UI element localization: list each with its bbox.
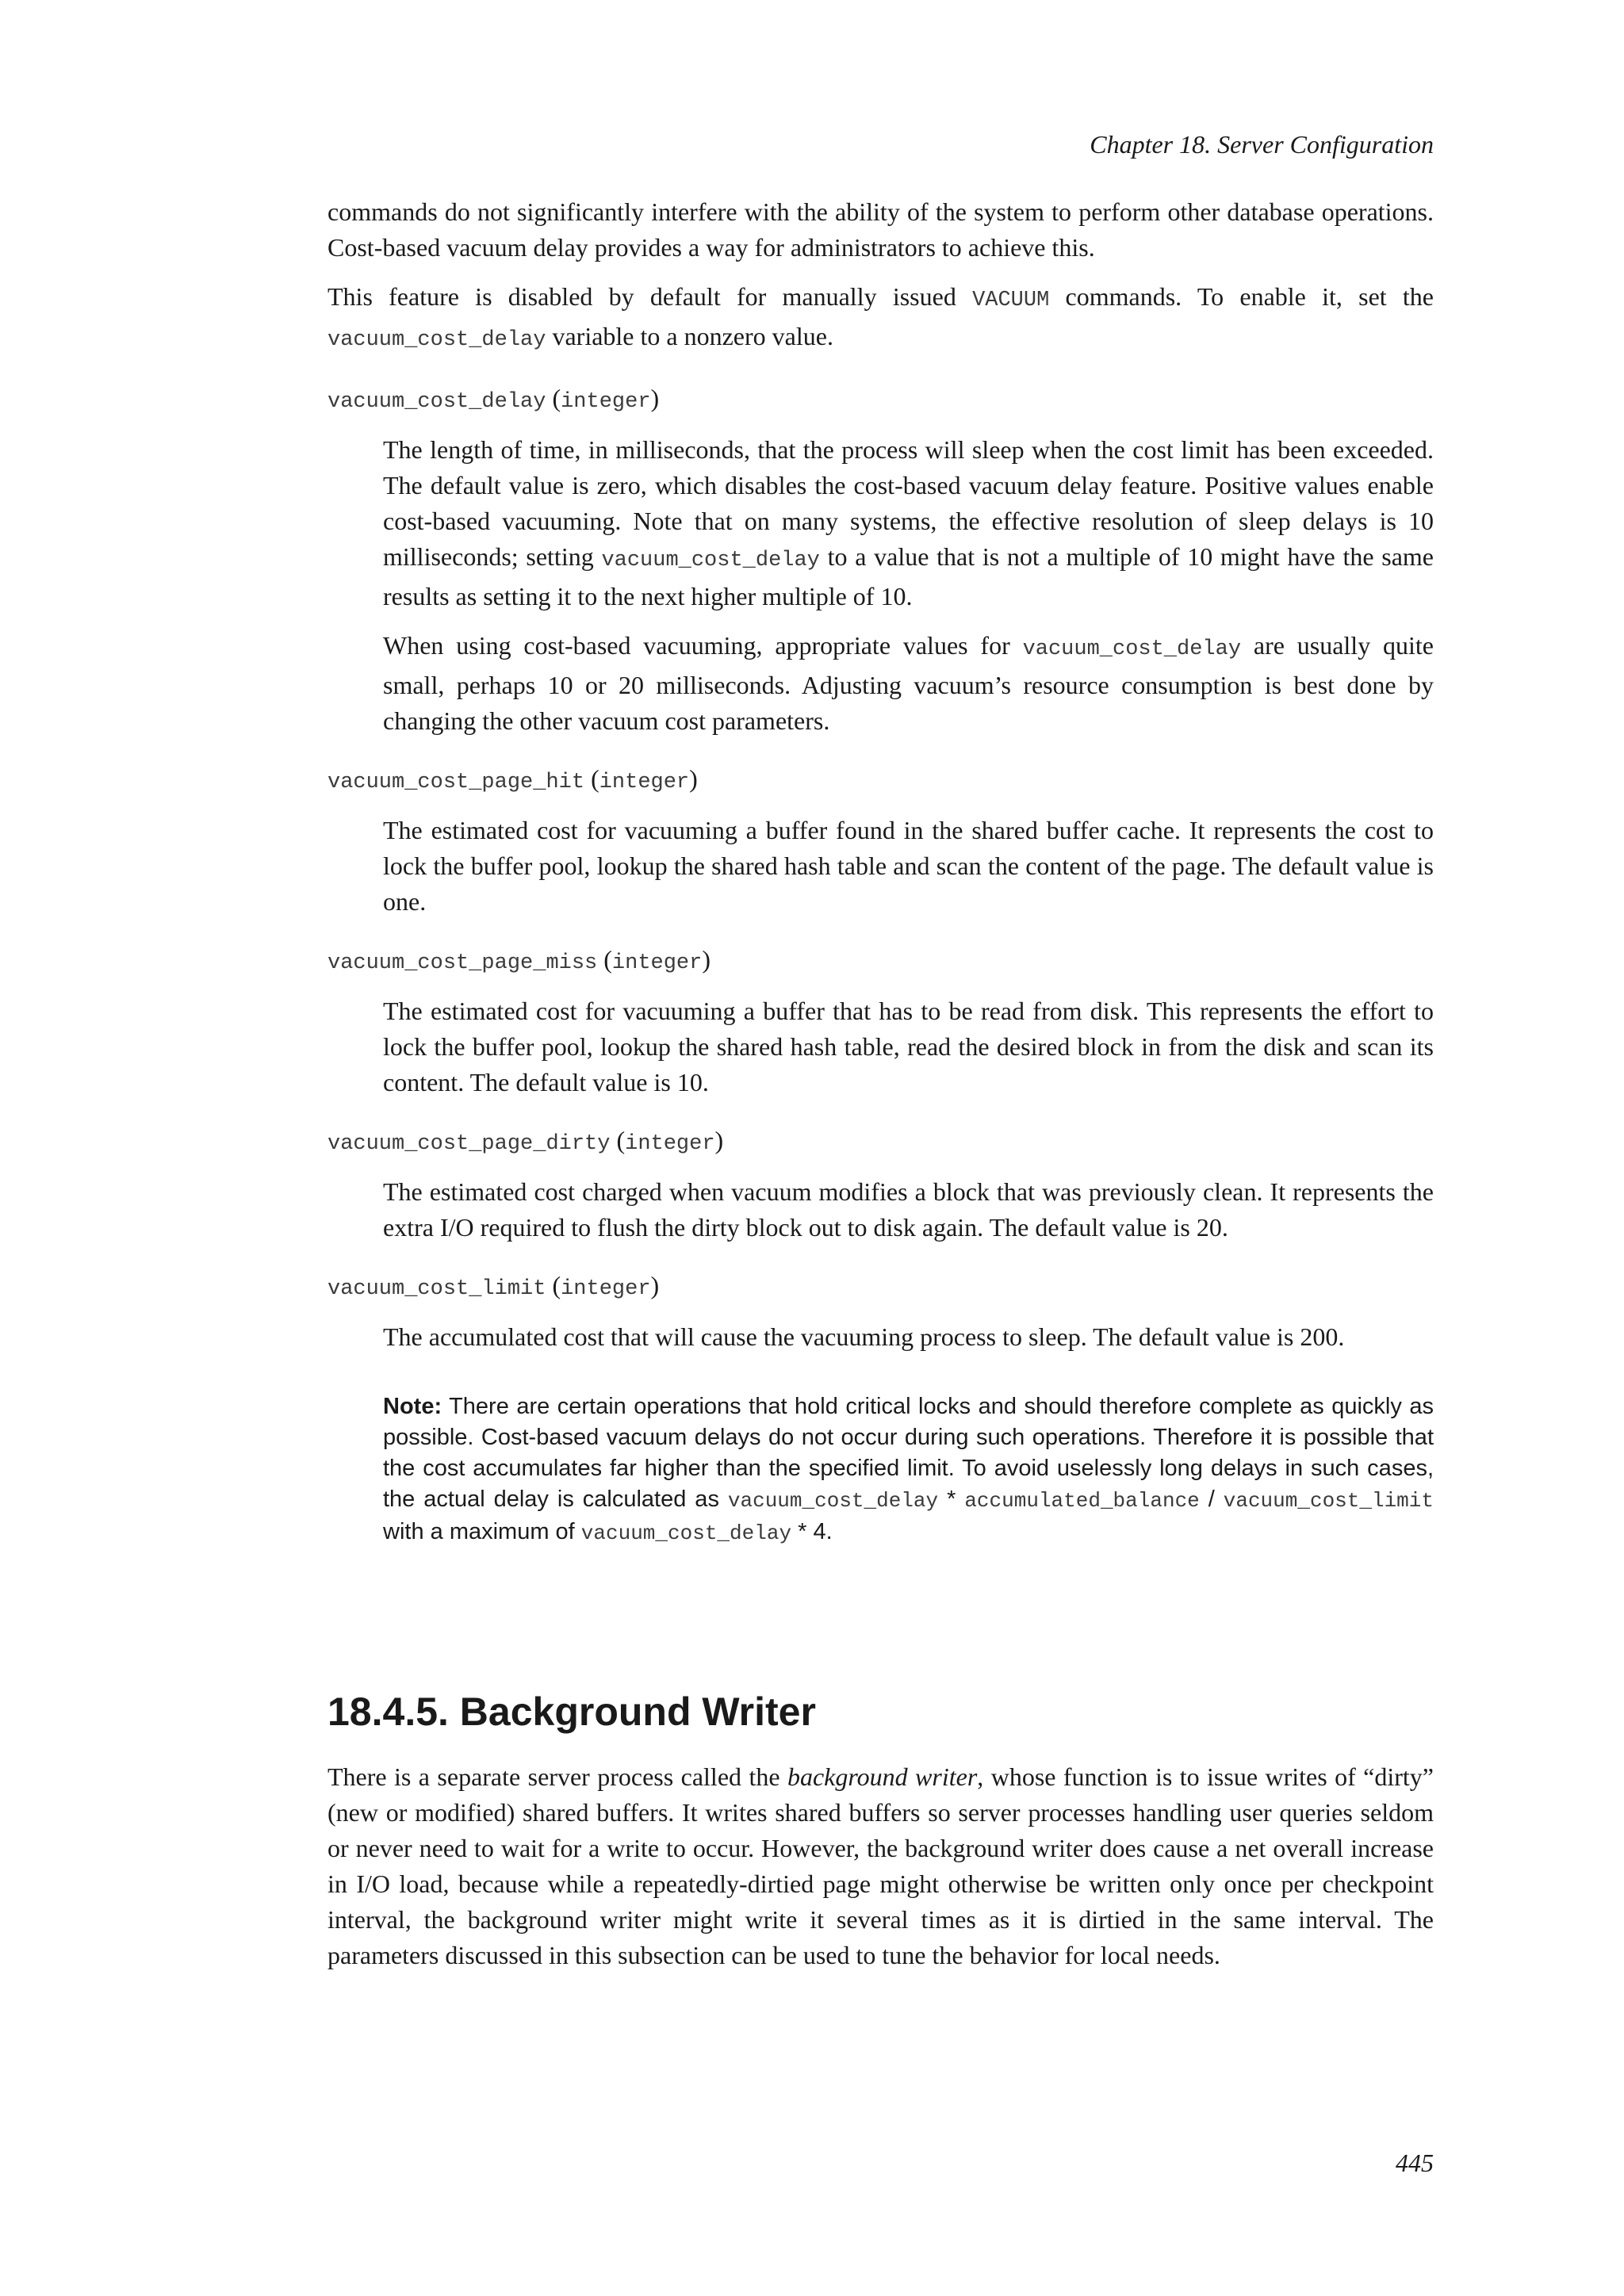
param-desc-paragraph	[383, 432, 1434, 614]
param-desc-vacuum-cost-limit	[383, 1319, 1434, 1355]
text-span: with a maximum of	[383, 1519, 581, 1544]
section-heading: 18.4.5. Background Writer	[327, 1689, 816, 1734]
text-span: The length of time, in milliseconds, that the process will sleep when the cost limit has been exceeded. The default value is zero, which disables the cost-based vacuum delay feature. Positive values enable cost-based vacuuming. Note that on many systems, the effective resolution of sleep delays is 10 milliseconds; setting	[383, 435, 1434, 571]
param-term-vacuum-cost-page-miss: vacuum_cost_page_miss (integer)	[327, 945, 710, 975]
text-span: to a value that is not a multiple of 10 might have the same results as setting it to the next higher multiple of 10.	[383, 542, 1434, 610]
text-span: , whose function is to issue writes of “dirty” (new or modified) shared buffers. It writes shared buffers so server processes handling user queries seldom or never need to wait for a write to occur. However, the background writer does cause a net overall increase in I/O load, because while a repeatedly-dirtied page might otherwise be written only once per checkpoint interval, the background writer might write it several times as it is dirtied in the same interval. The parameters discussed in this subsection can be used to tune the behavior for local needs.	[327, 1762, 1434, 1969]
intro-paragraph-1: commands do not significantly interfere with the ability of the system to perform other database operations. Cost-based vacuum delay provides a way for administrators to achieve this.	[327, 197, 1434, 262]
page-number: 445	[1396, 2149, 1434, 2177]
text-span: commands. To enable it, set the	[1049, 282, 1434, 311]
text-span: are usually quite small, perhaps 10 or 20 milliseconds. Adjusting vacuum’s resource consumption is best done by changing the other vacuum cost parameters.	[383, 631, 1434, 735]
code-vacuum-cost-delay: vacuum_cost_delay	[727, 1489, 939, 1513]
text-span: There is a separate server process called the	[327, 1762, 787, 1791]
param-type: integer	[625, 1132, 715, 1156]
operator: /	[1199, 1487, 1224, 1512]
code-accumulated-balance: accumulated_balance	[964, 1489, 1200, 1513]
param-desc-paragraph: The estimated cost for vacuuming a buffer that has to be read from disk. This represents the effort to lock the buffer pool, lookup the shared hash table, read the desired block in from the disk and scan its content. The default value is 10.	[383, 997, 1434, 1096]
param-term-vacuum-cost-delay: vacuum_cost_delay (integer)	[327, 384, 660, 414]
note-box	[383, 1391, 1434, 1549]
param-type: integer	[599, 771, 690, 794]
text-span: * 4.	[791, 1519, 833, 1544]
param-name: vacuum_cost_page_hit	[327, 771, 585, 794]
param-name: vacuum_cost_page_miss	[327, 951, 598, 975]
param-desc-paragraph: The estimated cost charged when vacuum modifies a block that was previously clean. It represents the extra I/O required to flush the dirty block out to disk again. The default value is 20.	[383, 1177, 1434, 1242]
param-desc-vacuum-cost-page-miss	[383, 993, 1434, 1100]
param-type: integer	[561, 1277, 651, 1301]
text-span: This feature is disabled by default for manually issued	[327, 282, 973, 311]
section-paragraph	[327, 1759, 1434, 1973]
param-desc-paragraph: The estimated cost for vacuuming a buffer found in the shared buffer cache. It represents the cost to lock the buffer pool, lookup the shared hash table and scan the content of the page. The default value is one.	[383, 816, 1434, 916]
code-vacuum-cost-delay: vacuum_cost_delay	[580, 1521, 792, 1545]
param-name: vacuum_cost_limit	[327, 1277, 546, 1301]
intro-paragraph-2	[327, 279, 1434, 358]
param-desc-vacuum-cost-page-dirty	[383, 1174, 1434, 1246]
note-label: Note:	[383, 1394, 442, 1419]
param-term-vacuum-cost-limit: vacuum_cost_limit (integer)	[327, 1271, 660, 1301]
param-desc-paragraph: The accumulated cost that will cause the vacuuming process to sleep. The default value is 200.	[383, 1322, 1345, 1351]
param-term-vacuum-cost-page-hit: vacuum_cost_page_hit (integer)	[327, 764, 698, 794]
param-type: integer	[611, 951, 703, 975]
emphasis-term: background writer	[787, 1762, 978, 1791]
param-term-vacuum-cost-page-dirty: vacuum_cost_page_dirty (integer)	[327, 1126, 724, 1156]
param-desc-vacuum-cost-delay	[383, 432, 1434, 739]
code-vacuum-cost-delay: vacuum_cost_delay	[327, 328, 546, 352]
code-vacuum-cost-limit: vacuum_cost_limit	[1223, 1489, 1434, 1513]
main-content	[327, 194, 1434, 1987]
text-span: There are certain operations that hold critical locks and should therefore complete as quickly as possible. Cost-based vacuum delays do not occur during such operations. Therefore it is possible that the cost accumulates far higher than the specified limit. To avoid uselessly long delays in such cases, the actual delay is calculated as	[383, 1394, 1434, 1512]
code-vacuum: VACUUM	[972, 289, 1050, 312]
param-name: vacuum_cost_delay	[327, 390, 546, 414]
text-span: When using cost-based vacuuming, appropriate values for	[383, 631, 1023, 660]
param-desc-vacuum-cost-page-hit	[383, 813, 1434, 920]
param-type: integer	[561, 390, 651, 414]
code-vacuum-cost-delay: vacuum_cost_delay	[601, 549, 820, 572]
code-vacuum-cost-delay: vacuum_cost_delay	[1022, 637, 1242, 661]
running-header: Chapter 18. Server Configuration	[1090, 130, 1434, 159]
param-name: vacuum_cost_page_dirty	[327, 1132, 611, 1156]
param-desc-paragraph	[383, 628, 1434, 739]
operator: *	[938, 1487, 965, 1512]
text-span: variable to a nonzero value.	[546, 322, 833, 350]
